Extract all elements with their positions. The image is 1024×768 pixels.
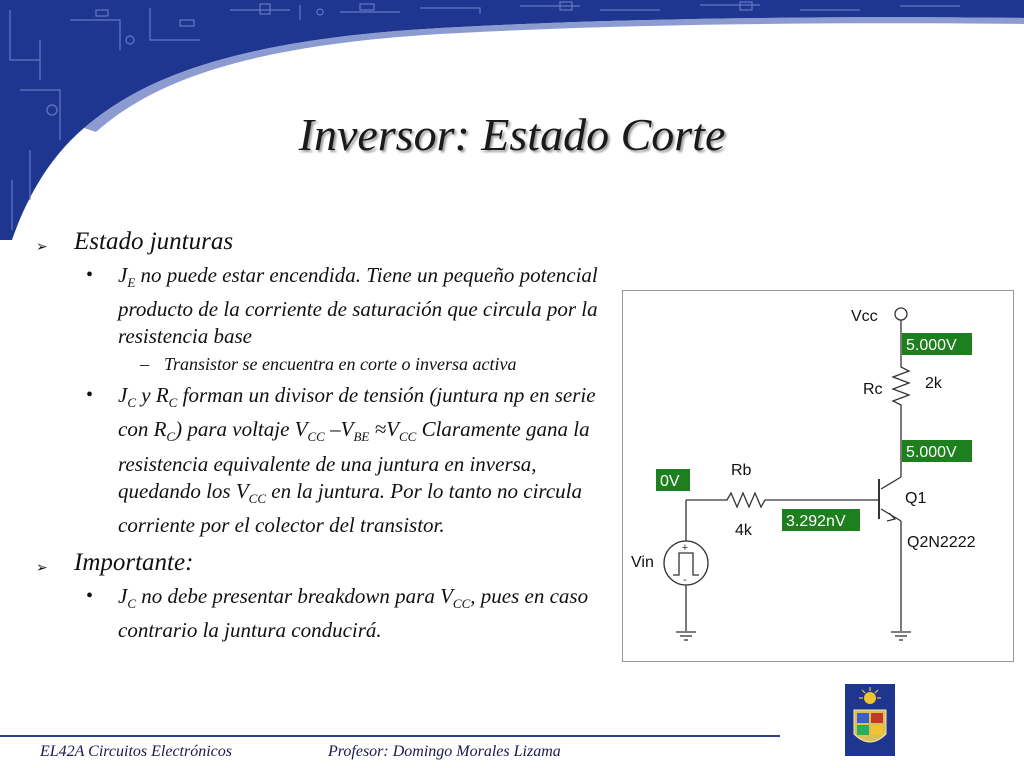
section-heading: ➢ Importante: <box>36 549 616 577</box>
rc-label: Rc <box>863 381 883 398</box>
input-voltage-probe <box>656 469 690 491</box>
svg-text:0V: 0V <box>660 473 680 490</box>
dash-bullet-icon: – <box>140 354 149 375</box>
bullet-item: • $J_E$ no puede estar encendida. Tiene un pequeño potencial producto de la corriente de saturación que circula por la resistencia base <box>86 263 598 349</box>
sub-bullet-item: – Transistor se encuentra en corte o inversa activa <box>140 354 517 375</box>
footer-professor: Profesor: Domingo Morales Lizama <box>328 743 561 760</box>
svg-text:3.292nV: 3.292nV <box>786 513 846 530</box>
rc-value: 2k <box>925 375 942 392</box>
footer-divider <box>0 735 780 737</box>
rb-resistor <box>721 493 879 507</box>
university-crest-logo <box>845 684 895 756</box>
slide-title: Inversor: Estado Corte <box>298 109 726 160</box>
section-heading: ➢ Estado junturas <box>36 228 616 256</box>
transistor-model: Q2N2222 <box>907 534 976 551</box>
bullet-item: • $J_C$ no debe presentar breakdown para $V_{CC}$, pues en caso contrario la juntura conducirá. <box>86 583 589 642</box>
svg-text:5.000V: 5.000V <box>906 444 957 461</box>
bullet-item: • $J_C$ y $R_C$ forman un divisor de tensión (juntura np en serie con $R_C$) para voltaje $V_{CC}$ $-V_{BE} \approx V_{CC}$ Claramente gana la resistencia equivalente de una juntura en inversa, quedando los $V_{CC}$ en la juntura. Por lo tanto no circula corriente por el colector del transistor. <box>86 383 596 537</box>
collector-voltage-probe <box>902 440 972 462</box>
footer-course: EL42A Circuitos Electrónicos <box>40 743 232 760</box>
transistor-label: Q1 <box>905 490 927 507</box>
svg-text:+: + <box>681 542 689 554</box>
base-voltage-probe <box>782 509 860 531</box>
dot-bullet-icon: • <box>86 384 94 407</box>
svg-text:-: - <box>683 574 687 586</box>
vin-label: Vin <box>631 554 654 571</box>
rc-resistor <box>893 361 909 441</box>
dot-bullet-icon: • <box>86 584 94 607</box>
arrow-bullet-icon: ➢ <box>36 240 48 255</box>
svg-text:5.000V: 5.000V <box>906 337 957 354</box>
rb-value: 4k <box>735 522 752 539</box>
ground-symbol-left <box>676 632 696 640</box>
arrow-bullet-icon: ➢ <box>36 560 48 576</box>
slide-content <box>36 228 616 646</box>
vcc-terminal <box>895 308 907 320</box>
rb-label: Rb <box>731 462 752 479</box>
vcc-voltage-probe <box>902 333 972 355</box>
circuit-diagram <box>622 290 1014 662</box>
dot-bullet-icon: • <box>86 264 94 286</box>
vcc-label: Vcc <box>851 308 878 325</box>
ground-symbol-right <box>891 632 911 640</box>
